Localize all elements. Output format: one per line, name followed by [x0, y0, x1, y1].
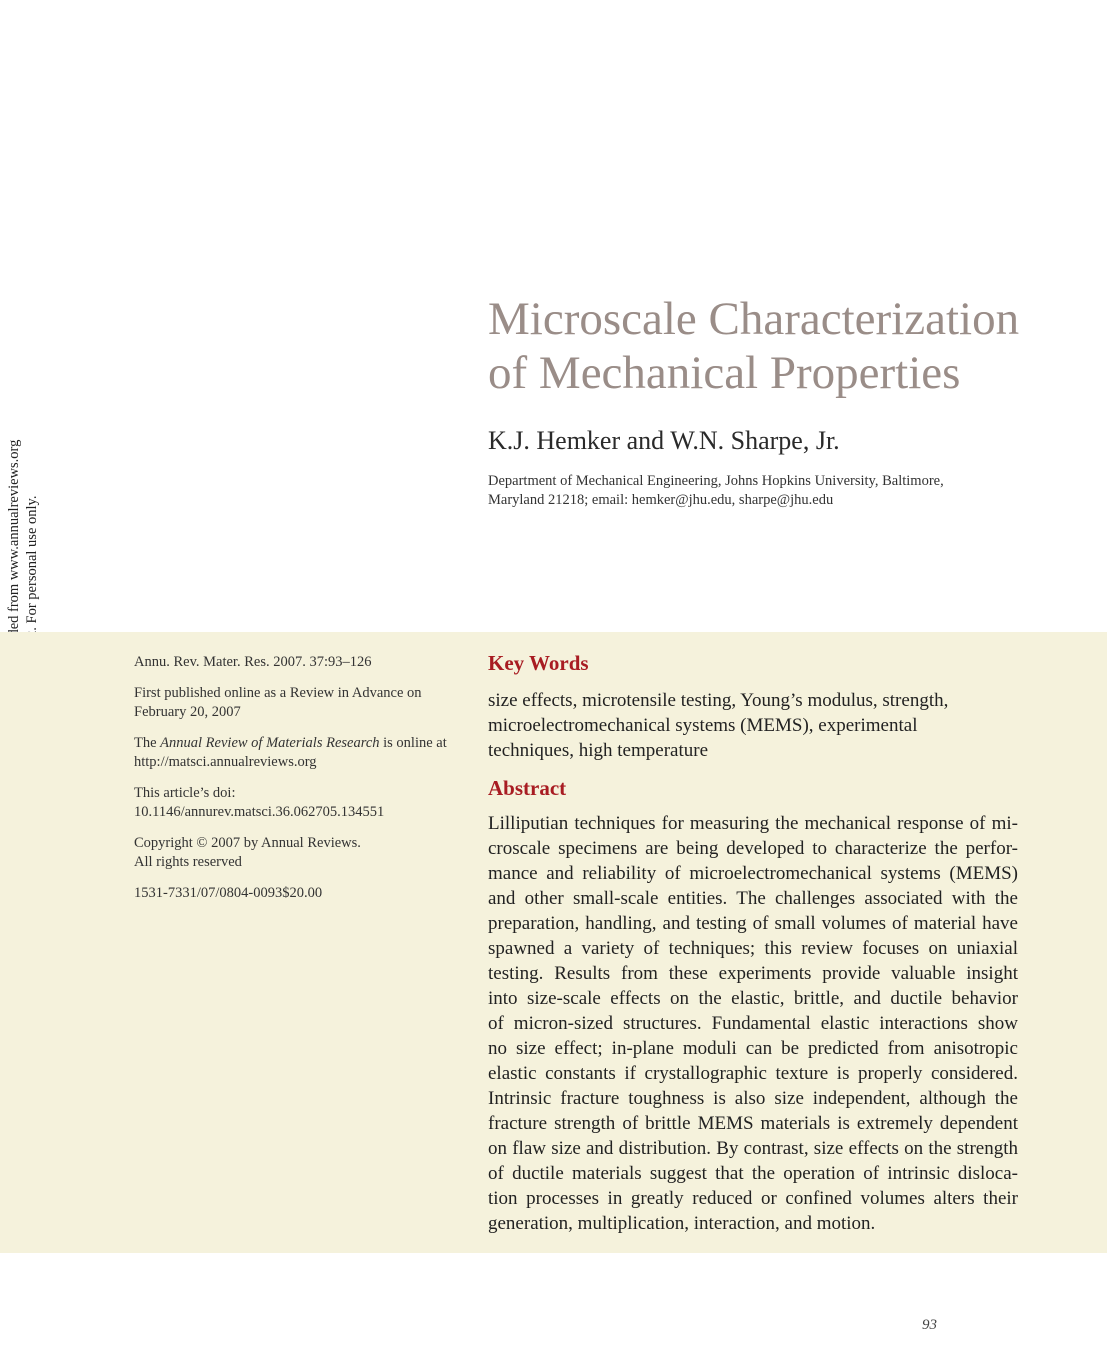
journal-name: Annual Review of Materials Research [160, 735, 380, 751]
keywords-line: microelectromechanical systems (MEMS), experimental [488, 715, 918, 736]
journal-url[interactable]: http://matsci.annualreviews.org [134, 754, 317, 770]
abstract-line: mance and reliability of microelectromechanical systems (MEMS) [488, 863, 1018, 884]
page-number: 93 [922, 1317, 937, 1333]
keywords [488, 688, 1028, 763]
abstract-text [488, 811, 1018, 1236]
abstract-line: no size effect; in-plane moduli can be predicted from anisotropic [488, 1038, 1018, 1059]
copyright-note: Copyright © 2007 by Annual Reviews. All rights reserved [134, 835, 361, 870]
keywords-heading: Key Words [488, 651, 589, 675]
affiliation-line: Department of Mechanical Engineering, Johns Hopkins University, Baltimore, [488, 473, 944, 489]
abstract-line: of micron-sized structures. Fundamental elastic interactions show [488, 1013, 1018, 1034]
published-note: First published online as a Review in Advance on February 20, 2007 [134, 685, 422, 720]
doi-note: This article’s doi: 10.1146/annurev.matsci.36.062705.134551 [134, 784, 464, 822]
abstract-line: and other small-scale entities. The challenges associated with the [488, 888, 1018, 909]
abstract-line: Lilliputian techniques for measuring the mechanical response of mi- [488, 813, 1018, 834]
abstract-heading: Abstract [488, 776, 567, 800]
article-title [488, 292, 1088, 400]
abstract-line: into size-scale effects on the elastic, brittle, and ductile behavior [488, 988, 1018, 1009]
abstract-line: Intrinsic fracture toughness is also size independent, although the [488, 1088, 1018, 1109]
abstract-line: elastic constants if crystallographic texture is properly considered. [488, 1063, 1018, 1084]
abstract-line: preparation, handling, and testing of small volumes of material have [488, 913, 1018, 934]
issn: 1531-7331/07/0804-0093$20.00 [134, 885, 323, 901]
publication-metadata [134, 653, 464, 915]
abstract-line: spawned a variety of techniques; this review focuses on uniaxial [488, 938, 1018, 959]
abstract-line: generation, multiplication, interaction, and motion. [488, 1213, 876, 1234]
keywords-line: techniques, high temperature [488, 740, 709, 761]
title-line: Microscale Characterization [488, 293, 1020, 345]
abstract-line: on flaw size and distribution. By contrast, size effects on the strength [488, 1138, 1018, 1159]
affiliation-line: Maryland 21218; email: hemker@jhu.edu, sharpe@jhu.edu [488, 492, 834, 508]
citation: Annu. Rev. Mater. Res. 2007. 37:93–126 [134, 654, 372, 670]
abstract-line: fracture strength of brittle MEMS materials is extremely dependent [488, 1113, 1018, 1134]
abstract-line: testing. Results from these experiments provide valuable insight [488, 963, 1018, 984]
doi-link[interactable]: 10.1146/annurev.matsci.36.062705.134551 [134, 804, 385, 820]
affiliation [488, 472, 1048, 510]
journal-online-note: The Annual Review of Materials Research is online at http://matsci.annualreviews.org [134, 734, 464, 772]
abstract-line: of ductile materials suggest that the operation of intrinsic disloca- [488, 1163, 1018, 1184]
authors: K.J. Hemker and W.N. Sharpe, Jr. [488, 426, 840, 455]
abstract-line: croscale specimens are being developed to characterize the perfor- [488, 838, 1018, 859]
abstract-line: tion processes in greatly reduced or confined volumes alters their [488, 1188, 1018, 1209]
title-line: of Mechanical Properties [488, 347, 961, 399]
keywords-line: size effects, microtensile testing, Young’s modulus, strength, [488, 690, 949, 711]
